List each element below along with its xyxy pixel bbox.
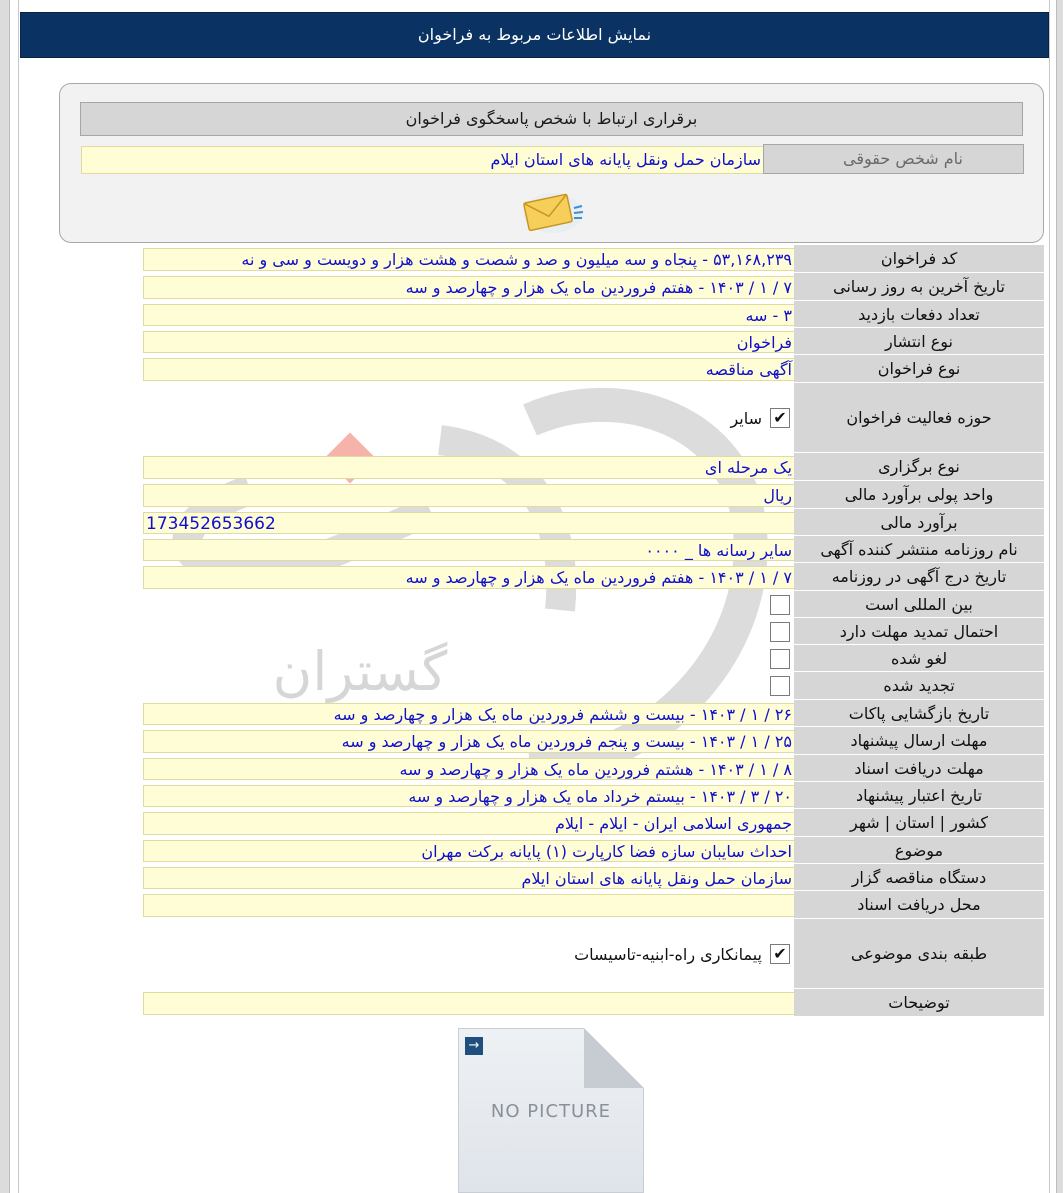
extension-checkbox[interactable]	[770, 622, 790, 642]
no-picture-text: NO PICTURE	[490, 1101, 612, 1122]
row-international	[143, 591, 1044, 618]
newspaper-label: نام روزنامه منتشر کننده آگهی	[794, 536, 1044, 563]
code-value: ۵۳,۱۶۸,۲۳۹ - پنجاه و سه میلیون و صد و شصت و هشت هزار و دویست و سی و نه	[143, 248, 794, 271]
organizer-value: سازمان حمل ونقل پایانه های استان ایلام	[143, 867, 794, 889]
row-holding-type	[143, 453, 1044, 481]
estimate-value: 173452653662	[143, 512, 794, 534]
activity-area-label: حوزه فعالیت فراخوان	[794, 383, 1044, 453]
row-activity-area	[143, 383, 1044, 453]
activity-area-option-label: سایر	[730, 408, 762, 428]
row-docs-deadline	[143, 755, 1044, 782]
opening-date-label: تاریخ بازگشایی پاکات	[794, 700, 1044, 727]
cancelled-checkbox[interactable]	[770, 649, 790, 669]
page-title: نمایش اطلاعات مربوط به فراخوان	[20, 12, 1049, 58]
activity-area-checkbox[interactable]: ✔	[770, 408, 790, 428]
location-value: جمهوری اسلامی ایران - ایلام - ایلام	[143, 812, 794, 835]
docs-place-value	[143, 894, 794, 917]
row-newspaper	[143, 536, 1044, 563]
publish-type-label: نوع انتشار	[794, 328, 1044, 355]
international-checkbox[interactable]	[770, 595, 790, 615]
right-edge	[1056, 0, 1063, 1193]
publish-type-value: فراخوان	[143, 331, 794, 353]
international-label: بین المللی است	[794, 591, 1044, 618]
organizer-label: دستگاه مناقصه گزار	[794, 864, 1044, 891]
legal-entity-value: سازمان حمل ونقل پایانه های استان ایلام	[81, 146, 763, 174]
extension-label: احتمال تمدید مهلت دارد	[794, 618, 1044, 645]
row-code	[143, 245, 1044, 273]
docs-deadline-value: ۸ / ۱ / ۱۴۰۳ - هشتم فروردین ماه یک هزار و چهارصد و سه	[143, 758, 794, 780]
holding-type-label: نوع برگزاری	[794, 453, 1044, 481]
newspaper-date-value: ۷ / ۱ / ۱۴۰۳ - هفتم فروردین ماه یک هزار و چهارصد و سه	[143, 566, 794, 589]
subject-label: موضوع	[794, 837, 1044, 864]
subject-value: احداث سایبان سازه فضا کارپارت (۱) پایانه برکت مهران	[143, 840, 794, 862]
row-estimate	[143, 509, 1044, 536]
row-visits	[143, 301, 1044, 328]
contact-panel	[59, 83, 1044, 243]
category-label: طبقه بندی موضوعی	[794, 919, 1044, 989]
code-label: کد فراخوان	[794, 245, 1044, 273]
row-renewed	[143, 672, 1044, 700]
currency-label: واحد پولی برآورد مالی	[794, 481, 1044, 509]
last-update-value: ۷ / ۱ / ۱۴۰۳ - هفتم فروردین ماه یک هزار و چهارصد و سه	[143, 276, 794, 299]
cancelled-label: لغو شده	[794, 645, 1044, 672]
call-type-label: نوع فراخوان	[794, 355, 1044, 383]
row-submit-deadline	[143, 727, 1044, 755]
no-picture-placeholder	[458, 1028, 644, 1193]
legal-entity-label: نام شخص حقوقی	[763, 144, 1024, 174]
category-checkbox[interactable]: ✔	[770, 944, 790, 964]
docs-place-label: محل دریافت اسناد	[794, 891, 1044, 919]
row-newspaper-date	[143, 563, 1044, 591]
newspaper-value: سایر رسانه ها _ ۰۰۰۰	[143, 539, 794, 561]
row-notes	[143, 989, 1044, 1017]
row-docs-place	[143, 891, 1044, 919]
category-options	[574, 919, 790, 989]
renewed-checkbox[interactable]	[770, 676, 790, 696]
holding-type-value: یک مرحله ای	[143, 456, 794, 479]
row-location	[143, 809, 1044, 837]
row-cancelled	[143, 645, 1044, 672]
validity-date-label: تاریخ اعتبار پیشنهاد	[794, 782, 1044, 809]
opening-date-value: ۲۶ / ۱ / ۱۴۰۳ - بیست و ششم فروردین ماه یک هزار و چهارصد و سه	[143, 703, 794, 725]
row-organizer	[143, 864, 1044, 891]
row-last-update	[143, 273, 1044, 301]
row-currency	[143, 481, 1044, 509]
row-call-type	[143, 355, 1044, 383]
newspaper-date-label: تاریخ درج آگهی در روزنامه	[794, 563, 1044, 591]
row-subject	[143, 837, 1044, 864]
call-type-value: آگهی مناقصه	[143, 358, 794, 381]
contact-title: برقراری ارتباط با شخص پاسخگوی فراخوان	[80, 102, 1023, 136]
left-edge	[0, 0, 10, 1193]
row-extension	[143, 618, 1044, 645]
watermark-sub: گستران	[272, 640, 448, 703]
last-update-label: تاریخ آخرین به روز رسانی	[794, 273, 1044, 301]
docs-deadline-label: مهلت دریافت اسناد	[794, 755, 1044, 782]
location-label: کشور | استان | شهر	[794, 809, 1044, 837]
envelope-icon[interactable]	[518, 186, 588, 236]
estimate-label: برآورد مالی	[794, 509, 1044, 536]
page-fold	[584, 1028, 644, 1088]
notes-label: توضیحات	[794, 989, 1044, 1017]
currency-value: ریال	[143, 484, 794, 507]
submit-deadline-label: مهلت ارسال پیشنهاد	[794, 727, 1044, 755]
activity-area-options	[730, 383, 790, 453]
row-category	[143, 919, 1044, 989]
validity-date-value: ۲۰ / ۳ / ۱۴۰۳ - بیستم خرداد ماه یک هزار و چهارصد و سه	[143, 785, 794, 807]
row-publish-type	[143, 328, 1044, 355]
visits-value: ۳ - سه	[143, 304, 794, 326]
notes-value	[143, 992, 794, 1015]
submit-deadline-value: ۲۵ / ۱ / ۱۴۰۳ - بیست و پنجم فروردین ماه یک هزار و چهارصد و سه	[143, 730, 794, 753]
visits-label: تعداد دفعات بازدید	[794, 301, 1044, 328]
row-opening-date	[143, 700, 1044, 727]
category-option-label: پیمانکاری راه-ابنیه-تاسیسات	[574, 944, 762, 964]
renewed-label: تجدید شده	[794, 672, 1044, 700]
row-validity-date	[143, 782, 1044, 809]
arrow-icon[interactable]: →	[465, 1037, 483, 1055]
